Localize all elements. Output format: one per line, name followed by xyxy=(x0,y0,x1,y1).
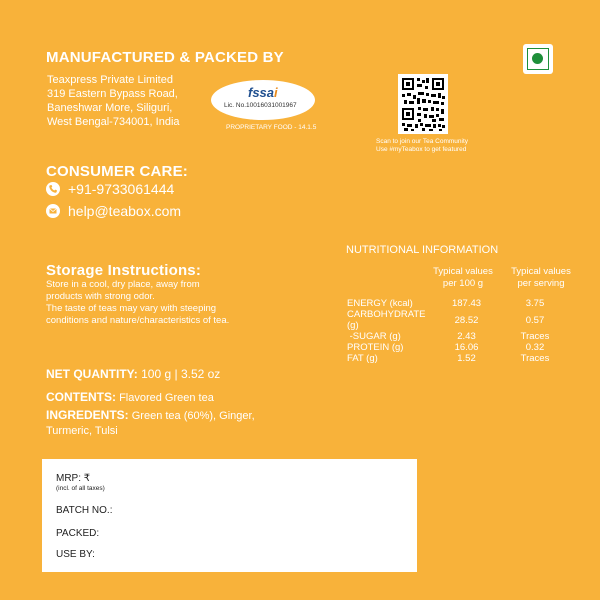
storage-line: conditions and nature/characteristics of tea. xyxy=(46,315,230,326)
address-line: 319 Eastern Bypass Road, xyxy=(47,88,178,100)
nutrient-serving: 3.75 xyxy=(525,298,545,309)
ingredients-value: Green tea (60%), Ginger, xyxy=(131,410,255,422)
qr-code[interactable] xyxy=(398,74,448,134)
storage-line: Store in a cool, dry place, away from xyxy=(46,279,200,290)
nutrient-per100: 187.43 xyxy=(451,298,482,309)
address-line: Teaxpress Private Limited xyxy=(47,74,173,86)
contents-value: Flavored Green tea xyxy=(119,392,214,404)
qr-caption-line: Scan to join our Tea Community xyxy=(376,138,469,145)
net-quantity xyxy=(46,367,220,381)
contents xyxy=(46,390,214,404)
qr-code-image xyxy=(398,74,448,134)
batch-number-label: BATCH NO.: xyxy=(56,505,113,516)
nutrient-serving: Traces xyxy=(520,353,550,364)
col-header-line: per 100 g xyxy=(442,278,484,289)
address-line: Baneshwar More, Siliguri, xyxy=(47,102,173,114)
fssai-license: Lic. No.10016031001967 xyxy=(224,102,297,109)
manufacturer-address xyxy=(47,73,180,129)
email-row[interactable] xyxy=(46,203,181,219)
nutrient-per100: 1.52 xyxy=(457,353,476,364)
consumer-care-heading: CONSUMER CARE: xyxy=(46,163,188,180)
phone-row[interactable] xyxy=(46,181,174,197)
table-row xyxy=(347,309,571,331)
table-row xyxy=(347,298,571,309)
phone-icon xyxy=(46,182,60,196)
fssai-logo: fssai xyxy=(248,85,278,100)
storage-heading: Storage Instructions: xyxy=(46,262,202,279)
use-by-label: USE BY: xyxy=(56,549,95,560)
fssai-badge xyxy=(211,80,315,120)
mrp-note: (incl. of all taxes) xyxy=(56,485,105,492)
ingredients-value-cont: Turmeric, Tulsi xyxy=(46,425,118,437)
nutrition-table xyxy=(347,298,571,364)
fssai-category: PROPRIETARY FOOD - 14.1.5 xyxy=(226,124,317,131)
table-row xyxy=(347,342,571,353)
nutrient-per100: 28.52 xyxy=(454,314,479,326)
ingredients-label: INGREDENTS: xyxy=(46,408,129,422)
phone-number[interactable]: +91-9733061444 xyxy=(68,181,175,197)
nutrient-name: PROTEIN (g) xyxy=(347,342,404,353)
col-header-line: per serving xyxy=(517,278,565,289)
manufacturer-heading: MANUFACTURED & PACKED BY xyxy=(46,49,284,66)
col-header-line: Typical values xyxy=(433,266,493,277)
batch-info-box xyxy=(42,459,417,572)
nutrient-name: FAT (g) xyxy=(347,353,378,364)
net-quantity-value: 100 g | 3.52 oz xyxy=(141,367,221,381)
nutrient-serving: 0.32 xyxy=(525,342,545,353)
nutrient-per100: 2.43 xyxy=(457,331,476,342)
nutrition-heading: NUTRITIONAL INFORMATION xyxy=(346,244,499,256)
storage-text xyxy=(46,279,229,327)
nutrient-name: -SUGAR (g) xyxy=(347,331,401,342)
ingredients xyxy=(46,408,255,439)
mrp-label: MRP: ₹ xyxy=(56,473,91,484)
storage-line: products with strong odor. xyxy=(46,291,155,302)
contents-label: CONTENTS: xyxy=(46,390,116,404)
packed-date-label: PACKED: xyxy=(56,528,100,539)
veg-mark-icon xyxy=(523,44,553,74)
nutrient-serving: 0.57 xyxy=(525,314,545,326)
nutrient-serving: Traces xyxy=(520,331,550,342)
envelope-icon xyxy=(46,204,60,218)
table-row xyxy=(347,353,571,364)
net-quantity-label: NET QUANTITY: xyxy=(46,367,138,381)
storage-line: The taste of teas may vary with steeping xyxy=(46,303,217,314)
nutrition-col-serving xyxy=(505,266,577,290)
col-header-line: Typical values xyxy=(511,266,571,277)
address-line: West Bengal-734001, India xyxy=(47,116,180,128)
nutrient-name: ENERGY (kcal) xyxy=(347,298,413,309)
nutrient-per100: 16.06 xyxy=(454,342,479,353)
qr-caption-line: Use #myTeabox to get featured xyxy=(376,146,467,153)
nutrition-col-per100 xyxy=(427,266,499,290)
nutrient-name: CARBOHYDRATE (g) xyxy=(347,309,426,331)
qr-caption xyxy=(376,138,468,154)
email-address[interactable]: help@teabox.com xyxy=(68,203,182,219)
table-row xyxy=(347,331,571,342)
